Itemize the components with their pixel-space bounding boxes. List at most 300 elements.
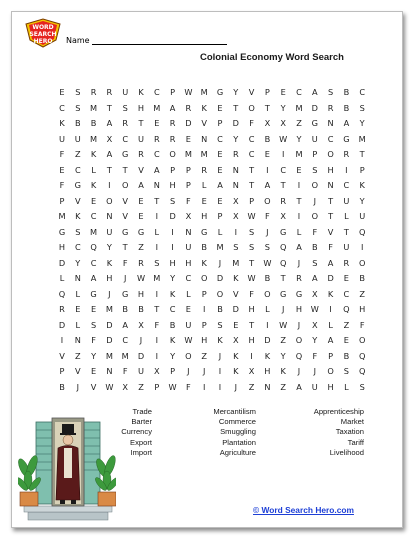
grid-letter: G	[216, 87, 224, 97]
grid-letter: K	[169, 335, 176, 345]
grid-letter: H	[185, 257, 192, 268]
grid-letter: K	[327, 288, 334, 299]
grid-letter: O	[311, 211, 319, 221]
grid-letter: E	[264, 149, 270, 159]
grid-letter: K	[201, 257, 207, 268]
grid-letter: R	[296, 273, 302, 283]
grid-row	[53, 147, 373, 161]
grid-letter: A	[138, 180, 144, 190]
grid-row	[53, 132, 373, 146]
colonial-merchant-illustration	[18, 408, 116, 521]
grid-letter: Z	[296, 118, 302, 128]
grid-letter: V	[248, 87, 255, 97]
grid-letter: H	[106, 273, 113, 283]
grid-letter: B	[343, 350, 350, 361]
grid-letter: O	[358, 257, 366, 268]
grid-letter: A	[122, 319, 128, 330]
grid-letter: Z	[280, 335, 286, 345]
name-label: Name	[66, 36, 90, 45]
grid-letter: I	[360, 242, 364, 252]
word-item: Mercantilism	[213, 407, 256, 416]
grid-letter: X	[232, 335, 239, 345]
grid-letter: O	[264, 288, 271, 299]
grid-letter: F	[186, 195, 191, 206]
grid-letter: T	[249, 319, 255, 330]
grid-letter: C	[122, 335, 129, 345]
grid-letter: U	[359, 211, 366, 221]
grid-letter: C	[343, 288, 350, 299]
grid-letter: I	[218, 366, 222, 376]
grid-letter: H	[58, 242, 66, 252]
grid-row	[53, 163, 373, 177]
grid-letter: T	[154, 304, 160, 314]
grid-letter: U	[343, 242, 350, 252]
grid-letter: Y	[170, 350, 176, 361]
grid-letter: Q	[358, 366, 366, 376]
grid-letter: P	[217, 211, 223, 221]
grid-letter: J	[281, 304, 285, 314]
grid-letter: N	[74, 273, 81, 283]
grid-letter: M	[295, 102, 303, 113]
grid-letter: Q	[279, 257, 287, 268]
grid-letter: J	[297, 319, 301, 330]
grid-letter: A	[106, 118, 113, 128]
grid-letter: J	[108, 288, 111, 299]
grid-letter: Q	[279, 242, 287, 252]
grid-letter: S	[248, 226, 255, 237]
grid-letter: U	[74, 133, 81, 144]
grid-letter: D	[232, 118, 239, 128]
word-item: Trade	[132, 407, 152, 416]
grid-letter: R	[169, 133, 176, 144]
grid-letter: S	[75, 87, 81, 97]
grid-letter: N	[106, 366, 113, 376]
grid-letter: A	[343, 118, 350, 128]
grid-letter: J	[297, 366, 301, 376]
grid-letter: U	[311, 133, 318, 144]
grid-letter: I	[155, 211, 158, 221]
grid-letter: S	[75, 102, 81, 113]
grid-letter: G	[201, 226, 208, 237]
grid-letter: I	[171, 226, 174, 237]
grid-row	[53, 333, 373, 347]
grid-letter: V	[201, 118, 207, 128]
grid-letter: T	[280, 273, 286, 283]
grid-letter: H	[359, 304, 366, 314]
grid-letter: F	[312, 350, 318, 361]
grid-letter: D	[58, 257, 66, 268]
grid-letter: M	[153, 102, 161, 113]
grid-letter: H	[137, 288, 145, 299]
grid-letter: A	[217, 180, 223, 190]
grid-letter: T	[233, 102, 239, 113]
grid-letter: L	[296, 226, 302, 237]
grid-letter: L	[328, 319, 333, 330]
grid-letter: C	[90, 211, 97, 221]
grid-letter: T	[106, 102, 112, 113]
grid-letter: H	[201, 211, 208, 221]
grid-letter: D	[58, 319, 66, 330]
grid-letter: W	[184, 87, 193, 97]
grid-letter: L	[201, 180, 207, 190]
grid-letter: R	[327, 102, 334, 113]
grid-letter: B	[59, 381, 65, 392]
grid-letter: I	[155, 288, 158, 299]
grid-letter: R	[106, 87, 113, 97]
grid-letter: W	[168, 381, 177, 392]
grid-letter: F	[312, 226, 318, 237]
grid-letter: G	[74, 180, 81, 190]
grid-letter: G	[58, 226, 66, 237]
grid-letter: D	[169, 211, 176, 221]
grid-letter: S	[248, 242, 255, 252]
grid-row	[53, 101, 373, 115]
word-item: Currency	[121, 427, 152, 437]
grid-letter: Y	[75, 257, 81, 268]
grid-letter: T	[296, 195, 302, 206]
grid-letter: Q	[358, 350, 366, 361]
grid-letter: O	[169, 149, 176, 159]
grid-letter: E	[280, 87, 286, 97]
grid-letter: T	[280, 180, 286, 190]
grid-letter: M	[184, 149, 192, 159]
grid-letter: V	[74, 195, 81, 206]
name-blank-line	[92, 44, 227, 45]
grid-letter: I	[218, 381, 222, 392]
grid-letter: N	[327, 180, 334, 190]
grid-letter: C	[248, 149, 255, 159]
grid-letter: F	[359, 319, 365, 330]
grid-letter: P	[59, 366, 65, 376]
grid-letter: P	[328, 350, 334, 361]
grid-letter: F	[249, 118, 254, 128]
grid-letter: R	[232, 149, 239, 159]
grid-letter: R	[138, 257, 144, 268]
grid-letter: C	[327, 133, 334, 144]
grid-letter: X	[138, 319, 144, 330]
grid-letter: I	[155, 335, 158, 345]
grid-letter: E	[138, 211, 144, 221]
grid-letter: A	[311, 87, 318, 97]
grid-letter: Y	[359, 118, 365, 128]
grid-letter: V	[74, 366, 81, 376]
grid-letter: I	[234, 226, 237, 237]
word-item: Commerce	[218, 417, 256, 427]
grid-letter: E	[233, 319, 239, 330]
grid-letter: E	[217, 164, 223, 175]
grid-letter: A	[296, 381, 302, 392]
grid-letter: G	[122, 226, 129, 237]
grid-letter: F	[59, 180, 65, 190]
grid-letter: F	[122, 257, 128, 268]
grid-letter: A	[327, 257, 334, 268]
grid-letter: T	[249, 180, 255, 190]
grid-letter: P	[170, 87, 176, 97]
grid-letter: E	[201, 195, 207, 206]
grid-letter: N	[232, 164, 239, 175]
grid-letter: T	[359, 149, 365, 159]
grid-letter: I	[297, 211, 301, 221]
grid-letter: V	[327, 226, 334, 237]
grid-letter: K	[169, 288, 176, 299]
grid-letter: J	[202, 366, 206, 376]
grid-letter: K	[59, 118, 65, 128]
word-list-column-2	[196, 407, 256, 458]
grid-letter: I	[202, 381, 206, 392]
grid-letter: F	[59, 149, 65, 159]
grid-letter: L	[217, 226, 223, 237]
grid-letter: P	[359, 164, 365, 175]
grid-letter: W	[263, 257, 272, 268]
grid-letter: O	[327, 366, 334, 376]
grid-letter: C	[169, 304, 176, 314]
grid-letter: W	[247, 273, 256, 283]
grid-letter: O	[200, 273, 208, 283]
grid-letter: R	[59, 304, 65, 314]
grid-letter: H	[327, 381, 334, 392]
grid-letter: B	[311, 242, 318, 252]
grid-letter: M	[105, 304, 113, 314]
grid-letter: B	[264, 273, 271, 283]
grid-letter: X	[153, 366, 160, 376]
grid-letter: N	[153, 180, 160, 190]
grid-letter: U	[122, 87, 129, 97]
grid-letter: Z	[201, 350, 207, 361]
grid-letter: Y	[296, 133, 302, 144]
grid-letter: V	[59, 350, 65, 361]
grid-letter: E	[217, 195, 223, 206]
grid-letter: I	[345, 164, 348, 175]
grid-letter: D	[106, 319, 113, 330]
grid-letter: C	[217, 133, 223, 144]
grid-letter: E	[75, 304, 81, 314]
grid-letter: W	[279, 133, 288, 144]
logo-line-2: SEARCH	[29, 31, 57, 38]
grid-letter: L	[186, 288, 191, 299]
grid-letter: U	[311, 381, 318, 392]
grid-letter: S	[327, 87, 334, 97]
grid-letter: P	[312, 149, 318, 159]
grid-letter: B	[217, 304, 223, 314]
grid-letter: G	[295, 288, 303, 299]
grid-letter: K	[233, 350, 239, 361]
grid-letter: Z	[138, 242, 144, 252]
grid-letter: E	[343, 273, 349, 283]
grid-letter: T	[343, 226, 349, 237]
grid-letter: M	[295, 149, 303, 159]
grid-letter: S	[233, 242, 239, 252]
grid-letter: O	[327, 149, 334, 159]
grid-letter: E	[91, 366, 97, 376]
grid-letter: T	[122, 164, 128, 175]
logo-line-1: WORD	[32, 24, 54, 31]
grid-letter: M	[200, 149, 208, 159]
grid-letter: A	[327, 335, 334, 345]
grid-letter: S	[312, 164, 318, 175]
word-item: Taxation	[335, 427, 364, 437]
grid-letter: M	[153, 273, 161, 283]
grid-letter: F	[122, 366, 128, 376]
grid-letter: J	[218, 257, 222, 268]
grid-letter: H	[295, 304, 303, 314]
grid-letter: O	[358, 335, 366, 345]
grid-letter: X	[185, 211, 192, 221]
grid-letter: Q	[295, 350, 303, 361]
grid-letter: X	[280, 118, 286, 128]
grid-letter: K	[90, 180, 97, 190]
grid-row	[53, 209, 373, 223]
grid-letter: M	[90, 133, 98, 144]
grid-letter: J	[218, 350, 222, 361]
grid-letter: A	[311, 273, 318, 283]
grid-letter: V	[122, 195, 128, 206]
word-item: Barter	[131, 417, 152, 427]
grid-row	[53, 194, 373, 208]
grid-letter: R	[201, 164, 208, 175]
grid-letter: L	[344, 211, 349, 221]
grid-letter: I	[155, 242, 158, 252]
grid-letter: G	[122, 149, 129, 159]
grid-letter: M	[58, 211, 66, 221]
grid-letter: F	[265, 211, 270, 221]
grid-letter: O	[248, 102, 255, 113]
grid-letter: J	[139, 335, 143, 345]
grid-letter: I	[108, 180, 111, 190]
grid-letter: D	[106, 335, 113, 345]
grid-letter: V	[90, 381, 97, 392]
grid-letter: M	[232, 257, 240, 268]
grid-letter: I	[281, 149, 285, 159]
grid-letter: S	[359, 381, 365, 392]
grid-letter: K	[75, 211, 81, 221]
grid-letter: S	[122, 102, 128, 113]
grid-letter: X	[311, 319, 318, 330]
grid-row	[53, 349, 373, 363]
grid-letter: I	[60, 335, 64, 345]
grid-letter: J	[297, 257, 301, 268]
grid-letter: E	[185, 133, 191, 144]
grid-letter: C	[122, 133, 129, 144]
word-item: Smuggling	[220, 427, 256, 437]
grid-letter: T	[154, 195, 160, 206]
grid-letter: B	[122, 304, 128, 314]
grid-letter: H	[264, 366, 271, 376]
grid-letter: F	[91, 335, 96, 345]
grid-letter: Z	[248, 381, 255, 392]
grid-letter: N	[327, 118, 334, 128]
grid-letter: N	[264, 381, 271, 392]
grid-letter: R	[153, 133, 160, 144]
grid-letter: C	[74, 164, 81, 175]
grid-letter: E	[217, 102, 223, 113]
grid-letter: H	[137, 102, 145, 113]
grid-letter: B	[201, 242, 207, 252]
grid-letter: Z	[138, 381, 144, 392]
grid-letter: K	[359, 180, 365, 190]
grid-letter: A	[264, 180, 271, 190]
grid-row	[53, 256, 373, 270]
grid-letter: L	[154, 226, 160, 237]
grid-row	[53, 364, 373, 378]
grid-letter: G	[280, 288, 287, 299]
grid-letter: K	[233, 366, 239, 376]
grid-letter: K	[264, 350, 271, 361]
grid-letter: L	[59, 273, 65, 283]
grid-letter: Y	[359, 195, 365, 206]
grid-letter: A	[106, 149, 113, 159]
grid-letter: B	[264, 133, 271, 144]
grid-letter: I	[266, 164, 269, 175]
grid-letter: F	[328, 242, 333, 252]
grid-letter: S	[343, 366, 349, 376]
grid-letter: I	[297, 180, 301, 190]
grid-letter: A	[169, 102, 176, 113]
grid-letter: C	[343, 180, 350, 190]
grid-letter: D	[185, 118, 192, 128]
grid-letter: X	[280, 211, 286, 221]
grid-letter: Z	[343, 319, 350, 330]
word-item: Plantation	[222, 437, 256, 447]
word-search-hero-link[interactable]: © Word Search Hero.com	[253, 505, 354, 515]
grid-letter: Y	[312, 335, 318, 345]
grid-letter: F	[249, 288, 254, 299]
grid-letter: S	[264, 242, 270, 252]
grid-letter: E	[138, 195, 144, 206]
grid-row	[53, 302, 373, 316]
word-list-column-1	[107, 407, 152, 458]
grid-letter: Y	[91, 350, 97, 361]
grid-letter: C	[359, 87, 366, 97]
grid-letter: G	[343, 133, 350, 144]
grid-row	[53, 116, 373, 130]
grid-letter: K	[201, 102, 207, 113]
grid-letter: R	[122, 118, 129, 128]
grid-letter: H	[201, 335, 208, 345]
grid-letter: B	[138, 304, 144, 314]
grid-row	[53, 271, 373, 285]
grid-letter: M	[358, 133, 366, 144]
grid-row	[53, 287, 373, 301]
grid-letter: K	[217, 335, 223, 345]
word-item: Agriculture	[219, 447, 256, 457]
grid-letter: W	[310, 304, 319, 314]
grid-letter: V	[138, 164, 144, 175]
grid-letter: C	[296, 87, 302, 97]
grid-letter: D	[216, 273, 224, 283]
grid-letter: S	[217, 319, 223, 330]
puzzle-title: Colonial Economy Word Search	[200, 52, 344, 63]
grid-letter: F	[186, 381, 191, 392]
grid-letter: K	[138, 87, 144, 97]
grid-letter: A	[296, 242, 302, 252]
grid-letter: O	[295, 335, 303, 345]
grid-letter: C	[185, 273, 192, 283]
grid-letter: S	[312, 257, 318, 268]
grid-letter: G	[311, 118, 318, 128]
grid-letter: Z	[280, 381, 286, 392]
grid-letter: K	[90, 149, 97, 159]
grid-letter: P	[249, 195, 255, 206]
grid-letter: K	[233, 273, 239, 283]
grid-letter: B	[169, 319, 176, 330]
grid-letter: I	[155, 350, 158, 361]
grid-letter: T	[122, 242, 128, 252]
grid-letter: P	[170, 366, 176, 376]
grid-letter: X	[248, 366, 255, 376]
grid-letter: W	[184, 335, 193, 345]
grid-letter: G	[90, 288, 97, 299]
grid-letter: S	[75, 226, 81, 237]
